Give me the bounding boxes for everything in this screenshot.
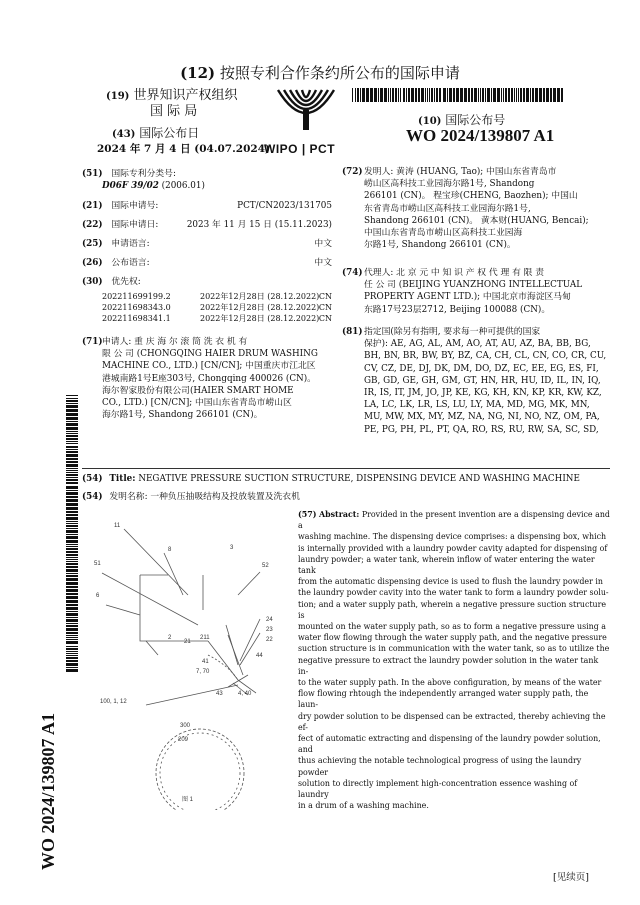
- barcode-bar: [66, 403, 78, 404]
- barcode-bar: [66, 536, 78, 539]
- priority-row: 202211699199.2 2022年12月28日 (28.12.2022) CN: [102, 292, 332, 301]
- barcode-bar: [530, 88, 531, 102]
- barcode-bar: [66, 458, 78, 460]
- barcode-bar: [66, 400, 78, 402]
- barcode-bar: [505, 88, 507, 102]
- barcode-bar: [456, 88, 459, 102]
- barcode-bar: [66, 525, 78, 527]
- barcode-top: [352, 88, 564, 102]
- barcode-bar: [434, 88, 435, 102]
- barcode-bar: [471, 88, 473, 102]
- barcode-bar: [392, 88, 394, 102]
- fig-label: 2: [168, 635, 172, 641]
- barcode-bar: [66, 548, 78, 550]
- barcode-bar: [520, 88, 522, 102]
- barcode-bar: [557, 88, 560, 102]
- barcode-bar: [66, 446, 78, 448]
- barcode-bar: [421, 88, 424, 102]
- barcode-bar: [66, 514, 78, 516]
- barcode-bar: [66, 575, 78, 577]
- barcode-bar: [66, 554, 78, 556]
- org-name: (19) 世界知识产权组织: [106, 88, 238, 103]
- divider: [82, 468, 610, 469]
- barcode-bar: [66, 443, 78, 444]
- barcode-bar: [66, 409, 78, 412]
- fig-label: 52: [262, 563, 269, 569]
- barcode-bar: [66, 486, 78, 489]
- barcode-bar: [66, 479, 78, 481]
- barcode-bar: [66, 435, 78, 437]
- barcode-bar: [374, 88, 377, 102]
- barcode-bar: [66, 540, 78, 543]
- side-publication-number: WO 2024/139807 A1: [38, 712, 58, 870]
- barcode-bar: [66, 641, 78, 644]
- barcode-bar: [453, 88, 455, 102]
- barcode-bar: [388, 88, 389, 102]
- appno-field: (21) 国际申请号: PCT/CN2023/131705: [82, 201, 332, 211]
- wipo-pct-text: WIPO | PCT: [264, 142, 336, 156]
- barcode-bar: [66, 433, 78, 434]
- barcode-bar: [66, 566, 78, 568]
- continued-note: [见续页]: [553, 872, 589, 883]
- barcode-bar: [468, 88, 470, 102]
- barcode-bar: [66, 660, 78, 662]
- barcode-bar: [66, 628, 78, 631]
- barcode-bar: [66, 490, 78, 491]
- abstract: (57) Abstract: Provided in the present invention are a dispensing device and a washing machine. The dispensing device comprises: a dispensing box, which is internally provided with a laundry powder cavity adapted for dispensing of laundry powder; a water tank, wherein inflow of water entering the water tank from the automatic dispensing device is used to flush the laundry powder in the laundry powder cavity into the water tank to form a laundry powder solu- tion; and a water supply path, wherein a negative pressure suction structure is mounted on the water supply path, so as to form a negative pressure using a water flow flowing through the water supply path, and the negative pressure suction structure is in communication with the water tank, so as to utilize the negative pressure to extract the laundry powder solution in the water tank in- to the water supply path. In the above configuration, by means of the water flow flowing rhtough the independently arranged water supply path, the laun- dry powder solution to be dispensed can be extracted, thereby achieving the ef- fect of automatic extracting and dispensing of the laundry powder solution, and thus achieving the notable technological progress of using the laundry powder solution to directly implement high-concentration essence washing of laundry in a drum of a washing machine.: [298, 510, 610, 811]
- barcode-bar: [66, 395, 78, 396]
- barcode-bar: [66, 511, 78, 513]
- barcode-bar: [550, 88, 552, 102]
- fig-label: 43: [216, 691, 223, 697]
- barcode-bar: [66, 557, 78, 558]
- barcode-bar: [66, 637, 78, 638]
- barcode-bar: [66, 559, 78, 560]
- barcode-bar: [66, 663, 78, 666]
- barcode-bar: [66, 474, 78, 476]
- title-code: (12): [180, 64, 216, 82]
- barcode-bar: [66, 482, 78, 484]
- barcode-bar: [66, 472, 78, 473]
- barcode-bar: [425, 88, 426, 102]
- barcode-bar: [66, 523, 78, 524]
- pubno-value: WO 2024/139807 A1: [406, 126, 555, 145]
- barcode-bar: [66, 398, 78, 399]
- fig-label: 51: [94, 561, 101, 567]
- barcode-bar: [406, 88, 407, 102]
- barcode-bar: [66, 669, 78, 672]
- barcode-bar: [66, 617, 78, 618]
- fig-label: 21: [184, 639, 191, 645]
- patent-figure: [88, 515, 293, 810]
- lang-field: (25) 申请语言: 中文: [82, 239, 332, 249]
- barcode-bar: [66, 417, 78, 420]
- barcode-bar: [66, 534, 78, 535]
- barcode-bar: [543, 88, 545, 102]
- barcode-bar: [482, 88, 484, 102]
- inventor-field: (72) 发明人: 黄涛 (HUANG, Tao); 中国山东省青岛市 崂山区高科技工业园海尔路1号, Shandong 266101 (CN)。 程宝珍(CHENG, Baozhen); 中国山 东省青岛市崂山区高科技工业园海尔路1号, Shandong 266101 (CN)。 黄本财(HUANG, Bencai); 中国山东省青岛市崂山区高科技工业园海 尔路1号, Shandong 266101 (CN)。: [342, 167, 589, 251]
- barcode-bar: [514, 88, 515, 102]
- barcode-bar: [443, 88, 446, 102]
- barcode-bar: [66, 468, 78, 469]
- barcode-bar: [431, 88, 433, 102]
- barcode-bar: [474, 88, 477, 102]
- fig-label: 6: [96, 593, 100, 599]
- barcode-bar: [518, 88, 519, 102]
- barcode-bar: [66, 470, 78, 471]
- fig-label: 100, 1, 12: [100, 699, 127, 705]
- pubdate-value: 2024 年 7 月 4 日 (04.07.2024): [97, 143, 270, 155]
- fig-label: 41: [202, 659, 209, 665]
- barcode-bar: [66, 521, 78, 522]
- barcode-bar: [66, 461, 78, 463]
- barcode-bar: [362, 88, 365, 102]
- barcode-bar: [429, 88, 430, 102]
- appdate-field: (22) 国际申请日: 2023 年 11 月 15 日 (15.11.2023): [82, 220, 332, 230]
- barcode-bar: [66, 431, 78, 432]
- priority-list: [102, 291, 332, 324]
- barcode-bar: [66, 589, 78, 592]
- barcode-bar: [436, 88, 438, 102]
- barcode-bar: [66, 477, 78, 478]
- pubno-label: (10) 国际公布号: [418, 113, 506, 127]
- barcode-bar: [411, 88, 414, 102]
- barcode-bar: [66, 561, 78, 562]
- priority-field: (30) 优先权:: [82, 277, 141, 287]
- barcode-bar: [66, 421, 78, 422]
- fig-label: 300: [180, 723, 191, 729]
- barcode-bar: [487, 88, 490, 102]
- barcode-bar: [66, 613, 78, 616]
- barcode-bar: [66, 503, 78, 506]
- fig-label: 11: [114, 523, 121, 529]
- states-field: (81) 指定国(除另有指明, 要求每一种可提供的国家 保护): AE, AG, AL, AM, AO, AT, AU, AZ, BA, BB, BG, BH, BN, BR, BW, BY, BZ, CA, CH, CL, CN, CO, CR, CU, CV, CZ, DE, DJ, DK, DM, DO, DZ, EC, EE, EG, ES, FI, GB, GD, GE, GH, GM, GT, HN, HR, HU, ID, IL, IN, IQ, IR, IS, IT, JM, JO, JP, KE, KG, KH, KN, KP, KR, KW, KZ, LA, LC, LK, LR, LS, LU, LY, MA, MD, MG, MK, MN, MU, MW, MX, MY, MZ, NA, NG, NI, NO, NZ, OM, PA, PE, PG, PH, PL, PT, QA, RO, RS, RU, RW, SA, SC, SD,: [342, 327, 607, 435]
- barcode-bar: [539, 88, 542, 102]
- barcode-bar: [511, 88, 513, 102]
- barcode-bar: [366, 88, 369, 102]
- barcode-bar: [66, 667, 78, 668]
- pubdate-label: (43) 国际公布日: [112, 126, 200, 140]
- barcode-bar: [66, 632, 78, 634]
- barcode-bar: [66, 464, 78, 467]
- barcode-bar: [418, 88, 420, 102]
- barcode-bar: [503, 88, 504, 102]
- org-sub: 国 际 局: [150, 104, 198, 119]
- barcode-bar: [439, 88, 441, 102]
- title-text: 按照专利合作条约所公布的国际申请: [219, 64, 460, 82]
- barcode-bar: [380, 88, 383, 102]
- barcode-bar: [66, 586, 78, 588]
- barcode-bar: [66, 653, 78, 654]
- barcode-bar: [480, 88, 481, 102]
- barcode-bar: [395, 88, 397, 102]
- barcode-bar: [384, 88, 387, 102]
- barcode-bar: [449, 88, 452, 102]
- document-title: [0, 62, 640, 83]
- barcode-bar: [66, 405, 78, 408]
- barcode-bar: [66, 423, 78, 426]
- barcode-bar: [400, 88, 401, 102]
- barcode-bar: [66, 438, 78, 440]
- agent-field: (74) 代理人: 北 京 元 中 知 识 产 权 代 理 有 限 责 任 公 司 (BEIJING YUANZHONG INTELLECTUAL PROPERTY AGENT LTD.); 中国北京市海淀区马甸 东路17号23层2712, Beijing 100088 (CN)。: [342, 268, 583, 315]
- publang-field: (26) 公布语言: 中文: [82, 258, 332, 268]
- barcode-bar: [516, 88, 517, 102]
- barcode-bar: [66, 639, 78, 640]
- barcode-bar: [501, 88, 502, 102]
- barcode-bar: [546, 88, 549, 102]
- fig-label: 211: [200, 635, 210, 641]
- title-zh: (54) 发明名称: 一种负压抽吸结构及投放装置及洗衣机: [82, 492, 300, 502]
- barcode-bar: [66, 582, 78, 585]
- fig-label: 7, 70: [196, 669, 210, 675]
- barcode-bar: [66, 651, 78, 652]
- title-en: (54) Title: NEGATIVE PRESSURE SUCTION STRUCTURE, DISPENSING DEVICE AND WASHING MACHINE: [82, 474, 580, 484]
- barcode-bar: [66, 507, 78, 510]
- barcode-bar: [66, 646, 78, 647]
- barcode-bar: [408, 88, 410, 102]
- barcode-bar: [508, 88, 510, 102]
- barcode-bar: [485, 88, 486, 102]
- barcode-bar: [66, 657, 78, 659]
- fig-caption: 图 1: [182, 797, 194, 803]
- barcode-bar: [66, 517, 78, 520]
- fig-label: 8: [168, 547, 172, 553]
- ipc-field: (51) 国际专利分类号: D06F 39/02 (2006.01): [82, 169, 205, 192]
- barcode-bar: [66, 635, 78, 636]
- barcode-bar: [415, 88, 417, 102]
- barcode-bar: [493, 88, 496, 102]
- barcode-bar: [66, 619, 78, 622]
- barcode-bar: [66, 578, 78, 581]
- barcode-bar: [378, 88, 379, 102]
- barcode-side: [66, 395, 78, 673]
- fig-label: 209: [178, 737, 189, 743]
- wipo-logo-icon: [268, 86, 344, 146]
- applicant-lines: 申请人: 重 庆 海 尔 滚 筒 洗 衣 机 有 限 公 司 (CHONGQING HAIER DRUM WASHING MACHINE CO., LTD.) [CN/CN]; 中国重庆市江北区 港城南路1号E座303号, Chongqing 400026 (CN)。 海尔智家股份有限公司(HAIER SMART HOME CO., LTD.) [CN/CN]; 中国山东省青岛市崂山区 海尔路1号, Shandong 266101 (CN)。: [102, 337, 318, 421]
- barcode-bar: [66, 544, 78, 545]
- barcode-bar: [66, 596, 78, 599]
- fig-label: 22: [266, 637, 273, 643]
- barcode-bar: [532, 88, 534, 102]
- barcode-bar: [66, 496, 78, 498]
- fig-label: 24: [266, 617, 273, 623]
- barcode-bar: [66, 441, 78, 442]
- priority-row: 202211698343.0 2022年12月28日 (28.12.2022) CN: [102, 303, 332, 312]
- barcode-bar: [66, 625, 78, 627]
- barcode-bar: [352, 88, 353, 102]
- barcode-bar: [491, 88, 492, 102]
- barcode-bar: [370, 88, 373, 102]
- barcode-bar: [66, 563, 78, 565]
- barcode-bar: [464, 88, 467, 102]
- barcode-bar: [355, 88, 356, 102]
- barcode-bar: [360, 88, 361, 102]
- barcode-bar: [66, 546, 78, 547]
- barcode-bar: [526, 88, 529, 102]
- applicant-field: (71) 申请人: 重 庆 海 尔 滚 筒 洗 衣 机 有 限 公 司 (CHONGQING HAIER DRUM WASHING MACHINE CO., LTD.) [CN/CN]; 中国重庆市江北区 港城南路1号E座303号, Chongqing 400026 (CN)。 海尔智家股份有限公司(HAIER SMART HOME CO., LTD.) [CN/CN]; 中国山东省青岛市崂山区 海尔路1号, Shandong 266101 (CN)。: [82, 336, 332, 421]
- barcode-bar: [497, 88, 500, 102]
- barcode-bar: [460, 88, 463, 102]
- barcode-bar: [66, 551, 78, 553]
- barcode-bar: [66, 611, 78, 612]
- barcode-bar: [398, 88, 399, 102]
- barcode-bar: [561, 88, 563, 102]
- fig-label: 44: [256, 653, 263, 659]
- barcode-bar: [66, 492, 78, 495]
- priority-row: 202211698341.1 2022年12月28日 (28.12.2022) CN: [102, 314, 332, 323]
- fig-label: 4, 40: [238, 691, 252, 697]
- barcode-bar: [553, 88, 556, 102]
- barcode-bar: [447, 88, 448, 102]
- barcode-bar: [66, 449, 78, 450]
- barcode-bar: [66, 427, 78, 430]
- barcode-bar: [66, 499, 78, 502]
- barcode-bar: [66, 573, 78, 574]
- fig-label: 23: [266, 627, 273, 633]
- barcode-bar: [66, 607, 78, 610]
- barcode-bar: [523, 88, 525, 102]
- barcode-bar: [66, 528, 78, 529]
- barcode-bar: [535, 88, 538, 102]
- barcode-bar: [427, 88, 428, 102]
- barcode-bar: [478, 88, 479, 102]
- barcode-bar: [66, 623, 78, 624]
- barcode-bar: [66, 593, 78, 595]
- barcode-bar: [66, 451, 78, 453]
- barcode-bar: [66, 655, 78, 656]
- barcode-bar: [66, 454, 78, 457]
- barcode-bar: [390, 88, 391, 102]
- barcode-bar: [66, 648, 78, 650]
- barcode-bar: [66, 604, 78, 606]
- barcode-bar: [66, 413, 78, 416]
- fig-label: 3: [230, 545, 234, 551]
- barcode-bar: [66, 530, 78, 533]
- barcode-bar: [66, 569, 78, 572]
- barcode-bar: [357, 88, 359, 102]
- barcode-bar: [66, 600, 78, 603]
- barcode-bar: [403, 88, 405, 102]
